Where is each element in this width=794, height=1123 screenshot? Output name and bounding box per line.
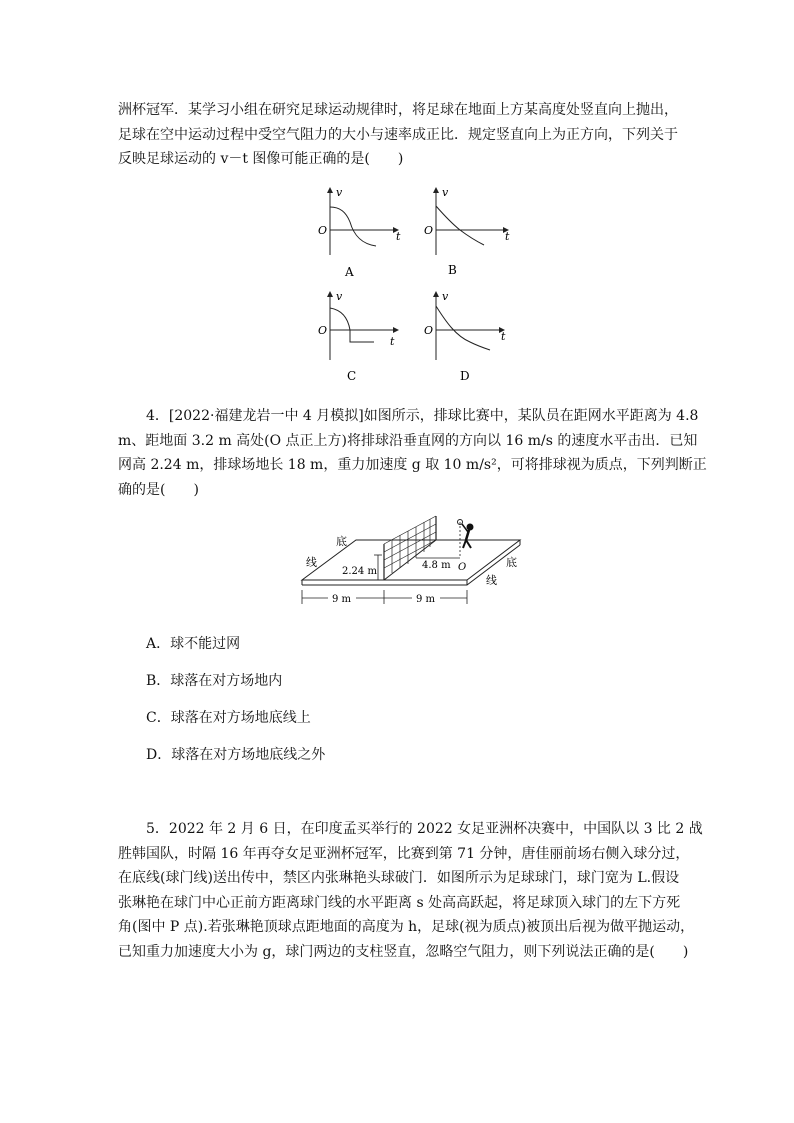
graph-d-t-label: t <box>501 330 506 343</box>
graph-b-label: B <box>448 263 457 277</box>
graph-b-t-label: t <box>505 230 510 243</box>
distance-label: 4.8 m <box>422 560 451 571</box>
q4-option-c[interactable]: C．球落在对方场地底线上 <box>146 710 311 726</box>
vt-graphs-figure <box>0 180 794 410</box>
net-height-label: 2.24 m <box>342 566 377 577</box>
q5-line-4: 张琳艳在球门中心正前方距离球门线的水平距离 s 处高高跃起，将足球顶入球门的左下方死 <box>118 894 681 911</box>
left-half-length: 9 m <box>332 594 352 605</box>
q4-option-a[interactable]: A．球不能过网 <box>146 636 241 652</box>
graph-a-origin: O <box>318 224 328 237</box>
graph-c-origin: O <box>318 324 328 337</box>
q3-line-2: 足球在空中运动过程中受空气阻力的大小与速率成正比．规定竖直向上为正方向，下列关于 <box>118 126 678 143</box>
q4-line-3: 网高 2.24 m，排球场地长 18 m，重力加速度 g 取 10 m/s²，可将排球视为质点，下列判断正 <box>118 457 707 473</box>
q3-line-3: 反映足球运动的 v－t 图像可能正确的是( ) <box>118 151 404 167</box>
graph-d-curve <box>436 306 490 350</box>
q4-option-b[interactable]: B．球落在对方场地内 <box>146 673 283 689</box>
graph-d-v-label: v <box>442 290 449 303</box>
graph-c-t-label: t <box>390 335 395 348</box>
q4-line-4: 确的是( ) <box>118 481 199 498</box>
baseline-right-char-2: 线 <box>486 574 497 587</box>
graph-c <box>318 290 398 383</box>
graph-a-v-label: v <box>336 186 343 199</box>
graph-a-curve <box>330 207 376 246</box>
graph-b-curve <box>436 206 484 245</box>
baseline-left-char-1: 底 <box>336 535 347 548</box>
q4-line-1: 4．[2022·福建龙岩一中 4 月模拟]如图所示，排球比赛中，某队员在距网水平距离为 4.8 <box>146 408 699 424</box>
q5-line-6: 已知重力加速度大小为 g，球门两边的支柱竖直，忽略空气阻力，则下列说法正确的是( ) <box>118 943 689 960</box>
graph-a <box>318 186 401 279</box>
question-4-text <box>118 404 707 502</box>
point-o-label: O <box>458 562 467 573</box>
q5-line-3: 在底线(球门线)送出传中，禁区内张琳艳头球破门．如图所示为足球球门，球门宽为 L.假设 <box>118 870 680 886</box>
q4-option-d[interactable]: D．球落在对方场地底线之外 <box>146 747 326 763</box>
q3-line-1: 洲杯冠军．某学习小组在研究足球运动规律时，将足球在地面上方某高度处竖直向上抛出， <box>118 102 678 118</box>
q4-line-2: m、距地面 3.2 m 高处(O 点正上方)将排球沿垂直网的方向以 16 m/s 的速度水平击出．已知 <box>118 432 698 449</box>
graph-a-t-label: t <box>396 230 401 243</box>
q5-line-1: 5．2022 年 2 月 6 日，在印度孟买举行的 2022 女足亚洲杯决赛中，中国队以 3 比 2 战 <box>146 821 703 837</box>
volleyball-court-figure <box>0 515 794 615</box>
baseline-left-char-2: 线 <box>306 556 317 569</box>
graph-a-label: A <box>345 265 354 279</box>
question-5-text <box>118 817 703 964</box>
graph-b <box>424 186 510 277</box>
graph-b-v-label: v <box>442 186 449 199</box>
graph-c-label: C <box>347 369 357 383</box>
baseline-right-char-1: 底 <box>506 556 517 569</box>
right-half-length: 9 m <box>416 594 436 605</box>
graph-c-v-label: v <box>336 290 343 303</box>
graph-c-curve <box>330 308 374 342</box>
q5-line-2: 胜韩国队，时隔 16 年再夺女足亚洲杯冠军，比赛到第 71 分钟，唐佳丽前场右侧入球分过， <box>118 845 690 862</box>
graph-d-origin: O <box>424 324 434 337</box>
graph-d-label: D <box>460 369 470 383</box>
q5-line-5: 角(图中 P 点).若张琳艳顶球点距地面的高度为 h，足球(视为质点)被顶出后视为做平抛运动， <box>118 919 695 935</box>
player-figure <box>462 524 473 548</box>
question-3-text <box>118 98 678 172</box>
graph-b-origin: O <box>424 224 434 237</box>
graph-d <box>424 290 506 383</box>
